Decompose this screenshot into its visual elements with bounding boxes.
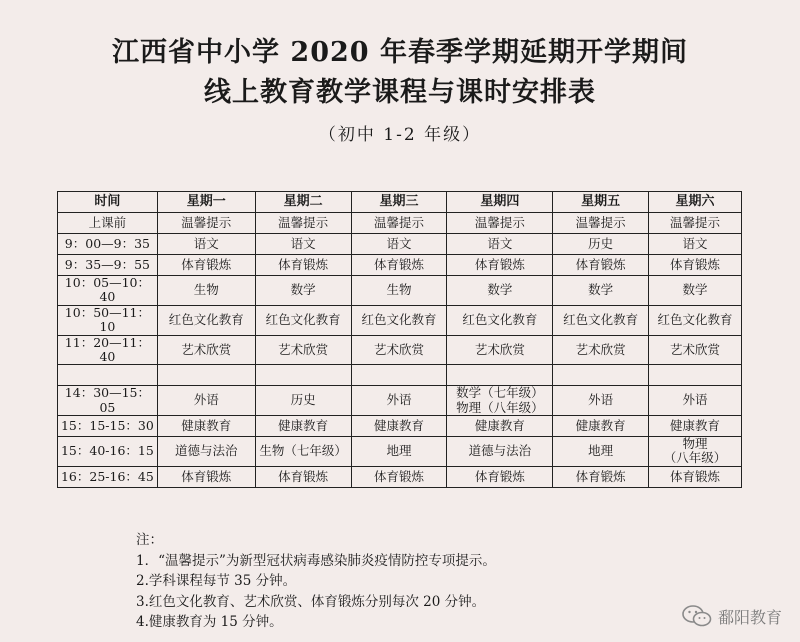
table-row xyxy=(58,335,742,365)
course-cell: 健康教育 xyxy=(351,416,447,437)
watermark xyxy=(682,604,782,628)
time-cell: 9：00—9：35 xyxy=(58,234,158,255)
course-cell: 历史 xyxy=(553,234,649,255)
course-cell: 艺术欣赏 xyxy=(255,335,351,365)
course-cell: 艺术欣赏 xyxy=(447,335,553,365)
course-cell: 健康教育 xyxy=(255,416,351,437)
course-cell xyxy=(157,365,255,386)
course-cell xyxy=(649,365,742,386)
course-cell: 健康教育 xyxy=(553,416,649,437)
table-header-row xyxy=(58,192,742,213)
note-item: 4.健康教育为 15 分钟。 xyxy=(136,614,283,630)
course-cell: 语文 xyxy=(649,234,742,255)
course-cell: 体育锻炼 xyxy=(157,466,255,487)
course-cell: 语文 xyxy=(157,234,255,255)
course-cell: 红色文化教育 xyxy=(553,305,649,335)
course-cell xyxy=(255,365,351,386)
course-cell: 温馨提示 xyxy=(351,213,447,234)
time-cell: 10：05—10：40 xyxy=(58,276,158,306)
table-row xyxy=(58,365,742,386)
time-cell: 10：50—11：10 xyxy=(58,305,158,335)
table-row xyxy=(58,386,742,416)
course-cell: 红色文化教育 xyxy=(351,305,447,335)
course-cell: 艺术欣赏 xyxy=(157,335,255,365)
course-cell: 体育锻炼 xyxy=(649,255,742,276)
time-cell: 上课前 xyxy=(58,213,158,234)
note-item: 2.学科课程每节 35 分钟。 xyxy=(136,573,297,589)
course-cell: 艺术欣赏 xyxy=(649,335,742,365)
subtitle: （初中 1-2 年级） xyxy=(318,125,482,145)
course-cell: 生物（七年级） xyxy=(255,437,351,467)
course-cell xyxy=(351,365,447,386)
notes-heading: 注： xyxy=(136,532,163,548)
time-cell: 15：15-15：30 xyxy=(58,416,158,437)
course-cell: 语文 xyxy=(447,234,553,255)
course-cell: 温馨提示 xyxy=(157,213,255,234)
table-row xyxy=(58,276,742,306)
time-cell: 14：30—15：05 xyxy=(58,386,158,416)
course-cell: 温馨提示 xyxy=(649,213,742,234)
course-cell: 体育锻炼 xyxy=(255,466,351,487)
course-cell: 数学（七年级） 物理（八年级） xyxy=(447,386,553,416)
note-item: 1．“温馨提示”为新型冠状病毒感染肺炎疫情防控专项提示。 xyxy=(136,552,496,569)
course-cell: 数学 xyxy=(447,276,553,306)
course-cell: 红色文化教育 xyxy=(447,305,553,335)
course-cell: 艺术欣赏 xyxy=(351,335,447,365)
course-cell: 体育锻炼 xyxy=(351,255,447,276)
header-cell: 星期二 xyxy=(255,192,351,213)
course-cell: 外语 xyxy=(649,386,742,416)
course-cell: 体育锻炼 xyxy=(157,255,255,276)
course-cell: 健康教育 xyxy=(649,416,742,437)
course-cell: 体育锻炼 xyxy=(649,466,742,487)
course-cell: 体育锻炼 xyxy=(447,255,553,276)
course-cell: 道德与法治 xyxy=(157,437,255,467)
notes xyxy=(136,530,496,633)
course-cell: 数学 xyxy=(255,276,351,306)
course-cell xyxy=(447,365,553,386)
title-line-2: 线上教育教学课程与课时安排表 xyxy=(204,77,596,108)
schedule-table xyxy=(57,191,742,488)
header-cell: 时间 xyxy=(58,192,158,213)
wechat-icon xyxy=(682,604,712,628)
table-row xyxy=(58,305,742,335)
course-cell: 体育锻炼 xyxy=(255,255,351,276)
header-cell: 星期五 xyxy=(553,192,649,213)
header-cell: 星期一 xyxy=(157,192,255,213)
course-cell: 温馨提示 xyxy=(553,213,649,234)
course-cell: 健康教育 xyxy=(157,416,255,437)
course-cell: 艺术欣赏 xyxy=(553,335,649,365)
header-cell: 星期三 xyxy=(351,192,447,213)
title-line-1: 江西省中小学 2020 年春季学期延期开学期间 xyxy=(112,37,688,68)
watermark-text: 鄱阳教育 xyxy=(717,607,782,627)
note-item: 3.红色文化教育、艺术欣赏、体育锻炼分别每次 20 分钟。 xyxy=(136,593,486,610)
course-cell: 道德与法治 xyxy=(447,437,553,467)
table-row xyxy=(58,213,742,234)
course-cell xyxy=(553,365,649,386)
course-cell: 外语 xyxy=(553,386,649,416)
course-cell: 历史 xyxy=(255,386,351,416)
table-row xyxy=(58,437,742,467)
header-cell: 星期六 xyxy=(649,192,742,213)
time-cell xyxy=(58,365,158,386)
course-cell: 体育锻炼 xyxy=(351,466,447,487)
course-cell: 数学 xyxy=(649,276,742,306)
time-cell: 15：40-16：15 xyxy=(58,437,158,467)
course-cell: 数学 xyxy=(553,276,649,306)
course-cell: 红色文化教育 xyxy=(649,305,742,335)
time-cell: 11：20—11：40 xyxy=(58,335,158,365)
time-cell: 9：35—9：55 xyxy=(58,255,158,276)
course-cell: 外语 xyxy=(351,386,447,416)
table-row xyxy=(58,255,742,276)
course-cell: 物理 （八年级） xyxy=(649,437,742,467)
table-row xyxy=(58,466,742,487)
course-cell: 红色文化教育 xyxy=(255,305,351,335)
course-cell: 外语 xyxy=(157,386,255,416)
course-cell: 生物 xyxy=(351,276,447,306)
course-cell: 温馨提示 xyxy=(255,213,351,234)
course-cell: 体育锻炼 xyxy=(553,466,649,487)
course-cell: 生物 xyxy=(157,276,255,306)
course-cell: 红色文化教育 xyxy=(157,305,255,335)
course-cell: 温馨提示 xyxy=(447,213,553,234)
header-cell: 星期四 xyxy=(447,192,553,213)
course-cell: 地理 xyxy=(553,437,649,467)
course-cell: 语文 xyxy=(351,234,447,255)
course-cell: 语文 xyxy=(255,234,351,255)
course-cell: 体育锻炼 xyxy=(447,466,553,487)
time-cell: 16：25-16：45 xyxy=(58,466,158,487)
course-cell: 体育锻炼 xyxy=(553,255,649,276)
table-row xyxy=(58,416,742,437)
course-cell: 健康教育 xyxy=(447,416,553,437)
course-cell: 地理 xyxy=(351,437,447,467)
table-row xyxy=(58,234,742,255)
